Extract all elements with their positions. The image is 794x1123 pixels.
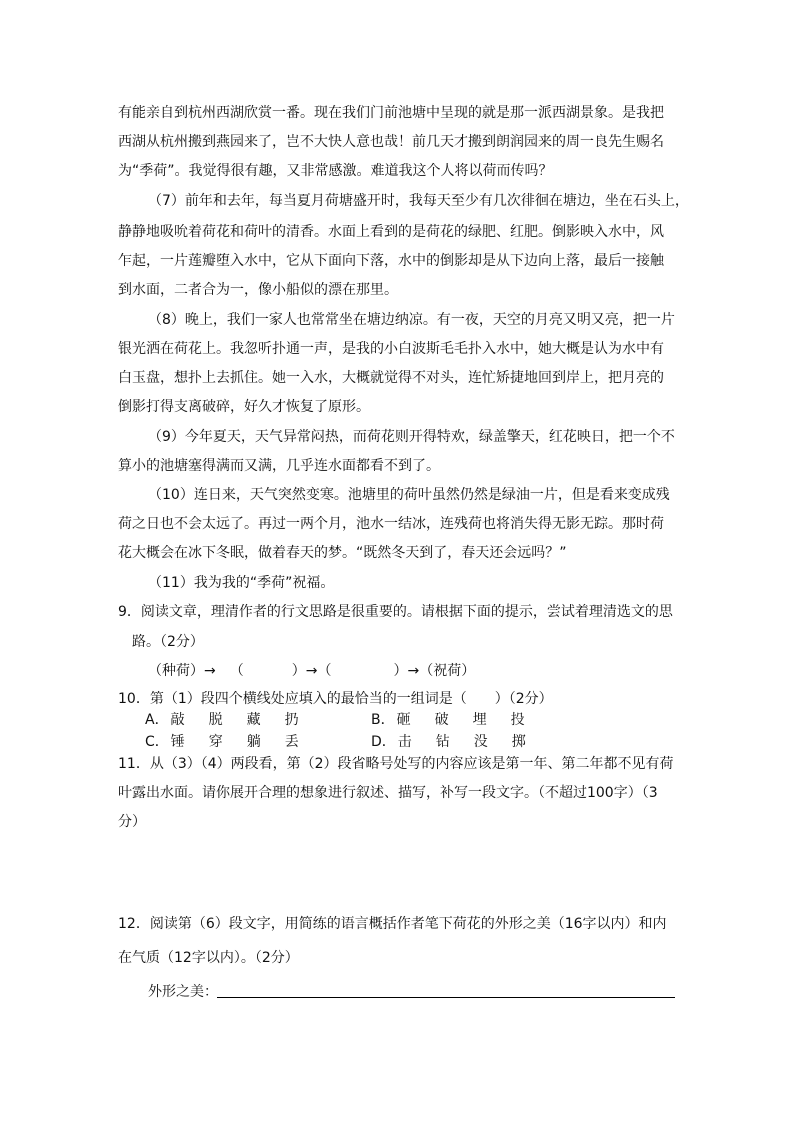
q11-stem-end: 分） [118, 814, 146, 830]
option-word: 没 [473, 734, 488, 750]
option-word: 击 [397, 734, 412, 750]
passage-line: 白玉盘，想扑上去抓住。她一入水，大概就觉得不对头，连忙矫捷地回到岸上，把月亮的 [118, 370, 664, 386]
option-d[interactable] [371, 733, 550, 751]
option-word: 投 [510, 712, 525, 728]
option-label: C． [145, 734, 169, 750]
paragraph-8-start: （8）晚上，我们一家人也常常坐在塘边纳凉。有一夜，天空的月亮又明又亮，把一片 [148, 312, 675, 328]
passage-line: 为“季荷”。我觉得很有趣，又非常感激。难道我这个人将以荷而传吗？ [118, 163, 553, 179]
paragraph-7-start: （7）前年和去年，每当夏月荷塘盛开时，我每天至少有几次徘徊在塘边，坐在石头上， [148, 193, 689, 209]
q9-flow-end: ）→（祝荷） [393, 663, 476, 679]
option-word: 埋 [472, 712, 487, 728]
q12-stem: 12．阅读第（6）段文字，用简练的语言概括作者笔下荷花的外形之美（16字以内）和内 [118, 916, 667, 932]
option-word: 敲 [170, 712, 185, 728]
paragraph-10-start: （10）连日来，天气突然变寒。池塘里的荷叶虽然仍然是绿油一片，但是看来变成残 [148, 487, 670, 503]
option-word: 脱 [208, 712, 223, 728]
option-word: 穿 [208, 734, 223, 750]
option-word: 躺 [246, 734, 261, 750]
q9-stem-cont: 路。（2分） [132, 634, 204, 650]
option-c[interactable] [145, 733, 323, 751]
option-word: 丢 [284, 734, 299, 750]
q11-stem: 11．从（3）（4）两段看，第（2）段省略号处写的内容应该是第一年、第二年都不见有荷 [118, 756, 674, 772]
q9-flow-start: （种荷）→ [148, 663, 216, 679]
option-label: D． [371, 734, 396, 750]
option-word: 掷 [511, 734, 526, 750]
paragraph-11: （11）我为我的“季荷”祝福。 [148, 575, 335, 591]
option-word: 钻 [435, 734, 450, 750]
option-label: A． [145, 712, 169, 728]
q9-flow-blank-1-open[interactable]: （ [229, 663, 244, 679]
passage-line: 倒影打得支离破碎，好久才恢复了原形。 [118, 399, 370, 415]
passage-line: 荷之日也不会太远了。再过一两个月，池水一结冰，连残荷也将消失得无影无踪。那时荷 [118, 516, 664, 532]
q9-flow-blank-2-open[interactable]: ）→（ [291, 663, 332, 679]
passage-line: 西湖从杭州搬到燕园来了，岂不大快人意也哉！前几天才搬到朗润园来的周一良先生赐名 [118, 134, 664, 150]
option-label: B． [371, 712, 395, 728]
option-word: 扔 [284, 712, 299, 728]
passage-line: 有能亲自到杭州西湖欣赏一番。现在我们门前池塘中呈现的就是那一派西湖景象。是我把 [118, 105, 664, 121]
q9-stem: 9．阅读文章，理清作者的行文思路是很重要的。请根据下面的提示，尝试着理清选文的思 [118, 604, 673, 620]
option-b[interactable] [371, 711, 549, 729]
q10-stem: 10．第（1）段四个横线处应填入的最恰当的一组词是（ ）（2分） [118, 691, 553, 707]
q9-flow [148, 662, 475, 680]
option-word: 藏 [246, 712, 261, 728]
passage-line: 花大概会在冰下冬眠，做着春天的梦。“既然冬天到了，春天还会远吗？” [118, 545, 567, 561]
passage-line: 静静地吸吮着荷花和荷叶的清香。水面上看到的是荷花的绿肥、红肥。倒影映入水中，风 [118, 224, 664, 240]
option-word: 破 [434, 712, 449, 728]
q12-stem-cont: 在气质（12字以内）。（2分） [118, 950, 299, 966]
option-a[interactable] [145, 711, 323, 729]
passage-line: 到水面，二者合为一，像小船似的漂在那里。 [118, 282, 398, 298]
option-word: 锤 [170, 734, 185, 750]
passage-line: 乍起，一片莲瓣堕入水中，它从下面向下落，水中的倒影却是从下边向上落，最后一接触 [118, 253, 664, 269]
answer-line-appearance[interactable] [217, 997, 675, 998]
passage-line: 银光洒在荷花上。我忽听扑通一声，是我的小白波斯毛毛扑入水中，她大概是认为水中有 [118, 341, 664, 357]
option-word: 砸 [396, 712, 411, 728]
passage-line: 算小的池塘塞得满而又满，几乎连水面都看不到了。 [118, 458, 440, 474]
answer-label-appearance: 外形之美： [148, 984, 218, 1000]
paragraph-9-start: （9）今年夏天，天气异常闷热，而荷花则开得特欢，绿盖擎天，红花映日，把一个不 [148, 429, 675, 445]
q11-stem-cont: 叶露出水面。请你展开合理的想象进行叙述、描写，补写一段文字。（不超过100字）（3 [118, 785, 658, 801]
